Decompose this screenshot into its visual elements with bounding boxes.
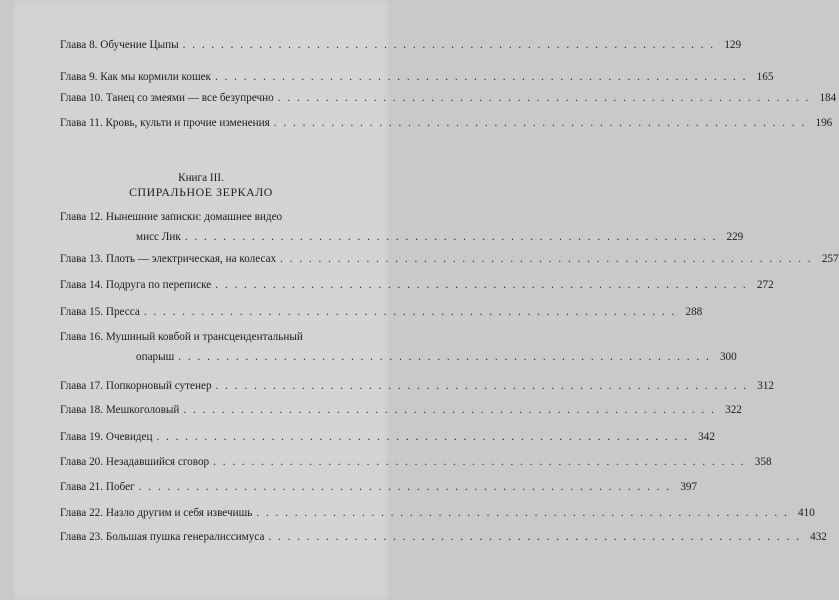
toc-entry (60, 506, 815, 520)
chapter-title: Назло другим и себя извечишь (105, 507, 253, 519)
toc-entry (60, 330, 737, 364)
chapter-title: Побег (105, 481, 135, 493)
chapter-number: Глава 13. (60, 253, 104, 265)
leader-dots (183, 403, 715, 417)
toc-entry (60, 38, 742, 52)
chapter-title-continuation: опарыш (136, 351, 175, 363)
leader-dots (178, 350, 710, 364)
book-label: Книга III. (178, 172, 224, 184)
page-number: 312 (757, 380, 775, 392)
book-page (13, 0, 839, 600)
toc-entry (60, 70, 774, 84)
chapter-number: Глава 14. (60, 279, 104, 291)
leader-dots (215, 70, 747, 84)
leader-dots (144, 305, 676, 319)
page-number: 358 (754, 456, 772, 468)
toc-entry (60, 379, 775, 393)
chapter-number: Глава 11. (60, 117, 103, 129)
page-number: 410 (798, 507, 815, 519)
chapter-number: Глава 9. (60, 71, 98, 83)
chapter-number: Глава 12. (60, 211, 104, 223)
chapter-number: Глава 21. (60, 481, 104, 493)
chapter-title: Мушиный ковбой и трансцендентальный (105, 331, 303, 343)
chapter-number: Глава 18. (60, 404, 104, 416)
chapter-number: Глава 8. (60, 39, 98, 51)
book-title: СПИРАЛЬНОЕ ЗЕРКАЛО (129, 185, 273, 199)
page-number: 288 (685, 306, 703, 318)
toc-entry (60, 530, 827, 544)
leader-dots (156, 430, 688, 444)
toc-entry (60, 403, 742, 417)
toc-entry (60, 91, 837, 105)
book-heading (13, 171, 389, 199)
toc-entry (60, 252, 839, 266)
chapter-title: Попкорновый сутенер (105, 380, 212, 392)
leader-dots (183, 38, 715, 52)
chapter-title-continuation: мисс Лик (136, 231, 181, 243)
page-number: 257 (821, 253, 839, 265)
leader-dots (185, 230, 717, 244)
page-number: 196 (815, 117, 833, 129)
page-number: 322 (725, 404, 742, 416)
chapter-number: Глава 23. (60, 531, 104, 543)
toc-entry (60, 278, 774, 292)
chapter-number: Глава 19. (60, 431, 104, 443)
page-number: 184 (819, 92, 837, 104)
page-number: 229 (726, 231, 744, 243)
page-number: 129 (724, 39, 742, 51)
chapter-title: Как мы кормили кошек (100, 71, 211, 83)
chapter-title: Кровь, культи и прочие изменения (105, 117, 270, 129)
chapter-title: Нынешние записки: домашнее видео (105, 211, 283, 223)
chapter-title: Танец со змеями — все безупречно (105, 92, 274, 104)
page-number: 165 (756, 71, 774, 83)
page-number: 272 (756, 279, 774, 291)
page-number: 342 (698, 431, 715, 443)
chapter-title: Очевидец (105, 431, 153, 443)
chapter-title: Обучение Цыпы (100, 39, 179, 51)
toc-entry (60, 430, 715, 444)
chapter-number: Глава 15. (60, 306, 104, 318)
page-number: 300 (719, 351, 737, 363)
page-number: 432 (810, 531, 827, 543)
chapter-number: Глава 10. (60, 92, 104, 104)
toc-entry (60, 210, 744, 244)
leader-dots (274, 116, 806, 130)
chapter-number: Глава 17. (60, 380, 104, 392)
chapter-title: Плоть — электрическая, на колесах (105, 253, 277, 265)
toc-entry (60, 480, 698, 494)
leader-dots (280, 252, 812, 266)
leader-dots (215, 278, 747, 292)
toc-entry (60, 455, 772, 469)
chapter-title: Пресса (105, 306, 140, 318)
table-of-contents (13, 0, 839, 600)
leader-dots (216, 379, 748, 393)
chapter-title: Большая пушка генералиссимуса (105, 531, 265, 543)
leader-dots (139, 480, 671, 494)
toc-entry (60, 305, 703, 319)
toc-entry (60, 116, 833, 130)
page-number: 397 (680, 481, 698, 493)
chapter-title: Мешкоголовый (105, 404, 180, 416)
chapter-number: Глава 22. (60, 507, 104, 519)
chapter-title: Незадавшийся сговор (105, 456, 210, 468)
leader-dots (213, 455, 745, 469)
leader-dots (256, 506, 788, 520)
leader-dots (278, 91, 810, 105)
chapter-number: Глава 20. (60, 456, 104, 468)
chapter-number: Глава 16. (60, 331, 104, 343)
chapter-title: Подруга по переписке (105, 279, 212, 291)
leader-dots (268, 530, 800, 544)
